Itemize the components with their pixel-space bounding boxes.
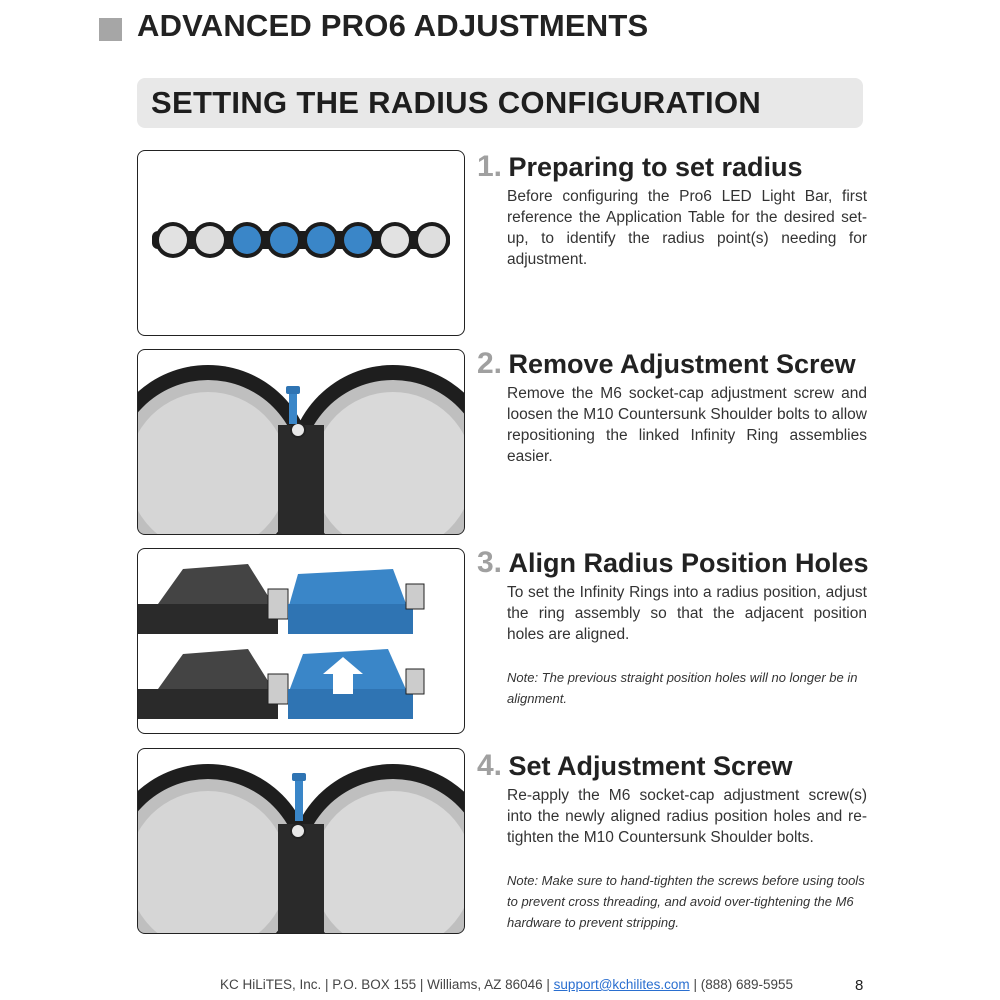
footer-company: KC HiLiTES, Inc. | P.O. BOX 155 | Williams, AZ 86046 |	[220, 977, 550, 992]
step-title: Align Radius Position Holes	[508, 548, 869, 578]
step-header	[477, 749, 867, 785]
step-4	[477, 749, 867, 933]
step-note: Note: The previous straight position holes will no longer be in alignment.	[507, 670, 858, 706]
section-title: SETTING THE RADIUS CONFIGURATION	[151, 85, 762, 120]
step-1	[477, 150, 867, 270]
step-note: Note: Make sure to hand-tighten the screws before using tools to prevent cross threading, and avoid over-tightening the M6 hardware to prevent stripping.	[507, 873, 865, 930]
step-number: 1.	[477, 150, 503, 183]
step-header	[477, 546, 867, 582]
step-number: 2.	[477, 347, 503, 380]
step-3	[477, 546, 867, 709]
support-email-link[interactable]: support@kchilites.com	[553, 977, 690, 992]
section-banner	[137, 78, 863, 128]
step-header	[477, 150, 867, 186]
page-number: 8	[855, 977, 864, 994]
illustration-align-holes	[137, 548, 465, 734]
step-body: Remove the M6 socket-cap adjustment screw and loosen the M10 Countersunk Shoulder bolts to allow repositioning the linked Infinity Ring assemblies easier.	[507, 385, 867, 465]
step-number: 4.	[477, 749, 503, 782]
header-square-icon	[99, 18, 122, 41]
step-2	[477, 347, 867, 467]
step-body: Re-apply the M6 socket-cap adjustment screw(s) into the newly aligned radius position holes and re-tighten the M10 Countersunk Shoulder bolts.	[507, 787, 867, 846]
step-number: 3.	[477, 546, 503, 579]
illustration-remove-screw	[137, 349, 465, 535]
step-title: Remove Adjustment Screw	[508, 349, 856, 379]
step-header	[477, 347, 867, 383]
illustration-set-screw	[137, 748, 465, 934]
step-body: To set the Infinity Rings into a radius position, adjust the ring assembly so that the adjacent position holes are aligned.	[507, 584, 867, 643]
page-title: ADVANCED PRO6 ADJUSTMENTS	[137, 8, 649, 43]
step-title: Preparing to set radius	[508, 152, 803, 182]
footer-info	[220, 977, 793, 992]
illustration-light-bar	[137, 150, 465, 336]
step-body: Before configuring the Pro6 LED Light Bar, first reference the Application Table for the desired set-up, to identify the radius point(s) needing for adjustment.	[507, 188, 867, 268]
step-title: Set Adjustment Screw	[508, 751, 793, 781]
footer-phone: | (888) 689-5955	[693, 977, 794, 992]
